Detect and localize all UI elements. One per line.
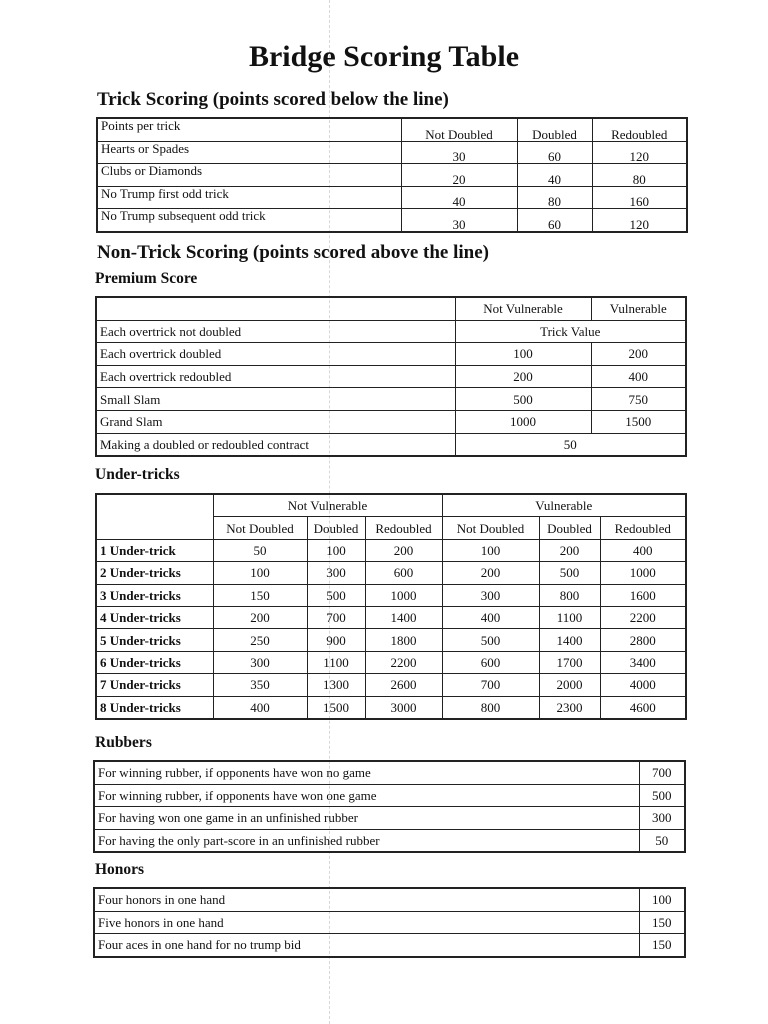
table-cell: 300 — [307, 562, 365, 584]
table-cell: 2000 — [539, 674, 600, 696]
table-cell: 300 — [639, 807, 685, 830]
column-header: Doubled — [307, 517, 365, 539]
table-cell: 700 — [307, 606, 365, 628]
table-cell: 500 — [639, 784, 685, 807]
table-row — [96, 584, 686, 606]
table-row — [94, 829, 685, 852]
row-label: Five honors in one hand — [94, 911, 639, 934]
rubbers-table — [93, 760, 686, 853]
table-cell: 1400 — [365, 606, 442, 628]
table-cell: 1400 — [539, 629, 600, 651]
table-row — [96, 365, 686, 388]
column-header: Redoubled — [600, 517, 686, 539]
column-header: Redoubled — [365, 517, 442, 539]
column-header: Points per trick — [97, 118, 401, 141]
table-cell: 100 — [307, 539, 365, 561]
table-cell: 30 — [401, 209, 517, 232]
table-cell: 200 — [539, 539, 600, 561]
row-label: 4 Under-tricks — [96, 606, 213, 628]
row-label: For having the only part-score in an unfinished rubber — [94, 829, 639, 852]
table-cell: 150 — [213, 584, 307, 606]
table-cell: 600 — [365, 562, 442, 584]
table-row — [96, 629, 686, 651]
table-cell: 120 — [592, 141, 687, 164]
table-cell: 1000 — [365, 584, 442, 606]
column-header: Not Vulnerable — [455, 297, 591, 320]
honors-table — [93, 887, 686, 958]
group-header: Vulnerable — [442, 494, 686, 517]
row-label: For winning rubber, if opponents have won no game — [94, 761, 639, 784]
table-cell: 200 — [591, 343, 686, 366]
table-cell: 400 — [442, 606, 539, 628]
table-cell: 150 — [639, 934, 685, 957]
table-cell: 50 — [213, 539, 307, 561]
table-cell: 1000 — [455, 410, 591, 433]
table-group-header-row — [96, 494, 686, 517]
table-row — [96, 388, 686, 411]
table-cell: 100 — [213, 562, 307, 584]
row-label: Grand Slam — [96, 410, 455, 433]
table-cell: 900 — [307, 629, 365, 651]
table-cell: 400 — [600, 539, 686, 561]
table-cell: 2800 — [600, 629, 686, 651]
table-cell: 60 — [517, 141, 592, 164]
table-cell: 1500 — [591, 410, 686, 433]
row-label: 7 Under-tricks — [96, 674, 213, 696]
table-cell: 2200 — [600, 606, 686, 628]
table-cell: Trick Value — [455, 320, 686, 343]
table-row — [97, 209, 687, 232]
row-label: Each overtrick redoubled — [96, 365, 455, 388]
table-cell: 250 — [213, 629, 307, 651]
page-title: Bridge Scoring Table — [248, 40, 520, 73]
row-label: Small Slam — [96, 388, 455, 411]
table-row — [96, 562, 686, 584]
table-row — [97, 164, 687, 187]
table-cell: 800 — [442, 696, 539, 719]
table-row — [96, 410, 686, 433]
table-cell: 100 — [442, 539, 539, 561]
non-trick-scoring-heading: Non-Trick Scoring (points scored above the line) — [97, 242, 489, 263]
table-cell: 4600 — [600, 696, 686, 719]
row-label: 6 Under-tricks — [96, 651, 213, 673]
table-cell: 500 — [539, 562, 600, 584]
table-row — [94, 761, 685, 784]
row-label: Making a doubled or redoubled contract — [96, 433, 455, 456]
table-cell: 120 — [592, 209, 687, 232]
column-header: Doubled — [539, 517, 600, 539]
table-cell: 50 — [639, 829, 685, 852]
row-label: 8 Under-tricks — [96, 696, 213, 719]
table-cell: 300 — [213, 651, 307, 673]
table-row — [96, 606, 686, 628]
table-cell: 1300 — [307, 674, 365, 696]
row-label: Four aces in one hand for no trump bid — [94, 934, 639, 957]
table-row — [96, 696, 686, 719]
row-label: No Trump first odd trick — [97, 186, 401, 209]
table-cell: 200 — [365, 539, 442, 561]
table-row — [96, 320, 686, 343]
group-header: Not Vulnerable — [213, 494, 442, 517]
table-row — [94, 911, 685, 934]
table-cell: 700 — [442, 674, 539, 696]
table-cell: 20 — [401, 164, 517, 187]
table-cell: 400 — [213, 696, 307, 719]
under-tricks-heading: Under-tricks — [95, 466, 180, 483]
table-cell: 300 — [442, 584, 539, 606]
table-row — [96, 343, 686, 366]
table-header-row — [97, 118, 687, 141]
row-label: Each overtrick doubled — [96, 343, 455, 366]
table-cell: 40 — [401, 186, 517, 209]
table-row — [96, 674, 686, 696]
table-cell: 350 — [213, 674, 307, 696]
column-header: Doubled — [517, 118, 592, 141]
column-header: Vulnerable — [591, 297, 686, 320]
table-cell: 1700 — [539, 651, 600, 673]
table-row — [94, 807, 685, 830]
table-cell: 1000 — [600, 562, 686, 584]
empty-header-cell — [96, 494, 213, 539]
table-cell: 150 — [639, 911, 685, 934]
under-tricks-table — [95, 493, 687, 720]
table-cell: 400 — [591, 365, 686, 388]
row-label: 1 Under-trick — [96, 539, 213, 561]
trick-scoring-table — [96, 117, 688, 233]
table-cell: 200 — [455, 365, 591, 388]
column-header: Not Doubled — [442, 517, 539, 539]
table-cell: 100 — [455, 343, 591, 366]
row-label: 5 Under-tricks — [96, 629, 213, 651]
table-row — [94, 888, 685, 911]
table-cell: 700 — [639, 761, 685, 784]
honors-heading: Honors — [95, 861, 145, 878]
row-label: Four honors in one hand — [94, 888, 639, 911]
table-row — [96, 539, 686, 561]
row-label: No Trump subsequent odd trick — [97, 209, 401, 232]
table-cell: 3000 — [365, 696, 442, 719]
empty-header-cell — [96, 297, 455, 320]
row-label: Each overtrick not doubled — [96, 320, 455, 343]
row-label: Hearts or Spades — [97, 141, 401, 164]
table-cell: 1600 — [600, 584, 686, 606]
table-row — [96, 651, 686, 673]
table-cell: 1800 — [365, 629, 442, 651]
table-cell: 500 — [455, 388, 591, 411]
table-cell: 80 — [517, 186, 592, 209]
table-cell: 30 — [401, 141, 517, 164]
column-header: Not Doubled — [401, 118, 517, 141]
table-cell: 80 — [592, 164, 687, 187]
trick-scoring-heading: Trick Scoring (points scored below the line) — [97, 89, 449, 110]
table-header-row — [96, 297, 686, 320]
table-cell: 500 — [442, 629, 539, 651]
table-row — [96, 433, 686, 456]
table-cell: 160 — [592, 186, 687, 209]
table-cell: 2300 — [539, 696, 600, 719]
table-cell: 100 — [639, 888, 685, 911]
table-cell: 40 — [517, 164, 592, 187]
table-row — [94, 934, 685, 957]
table-cell: 500 — [307, 584, 365, 606]
row-label: For winning rubber, if opponents have won one game — [94, 784, 639, 807]
table-cell: 2200 — [365, 651, 442, 673]
row-label: For having won one game in an unfinished rubber — [94, 807, 639, 830]
table-cell: 200 — [213, 606, 307, 628]
rubbers-heading: Rubbers — [95, 734, 152, 751]
table-cell: 1100 — [307, 651, 365, 673]
table-row — [97, 186, 687, 209]
table-cell: 600 — [442, 651, 539, 673]
premium-score-table — [95, 296, 687, 457]
row-label: 3 Under-tricks — [96, 584, 213, 606]
column-header: Not Doubled — [213, 517, 307, 539]
premium-score-heading: Premium Score — [95, 270, 198, 287]
row-label: Clubs or Diamonds — [97, 164, 401, 187]
column-header: Redoubled — [592, 118, 687, 141]
table-cell: 2600 — [365, 674, 442, 696]
table-cell: 60 — [517, 209, 592, 232]
table-row — [94, 784, 685, 807]
table-row — [97, 141, 687, 164]
table-cell: 750 — [591, 388, 686, 411]
table-cell: 1500 — [307, 696, 365, 719]
table-cell: 4000 — [600, 674, 686, 696]
row-label: 2 Under-tricks — [96, 562, 213, 584]
table-cell: 50 — [455, 433, 686, 456]
table-cell: 800 — [539, 584, 600, 606]
table-cell: 200 — [442, 562, 539, 584]
table-cell: 1100 — [539, 606, 600, 628]
table-cell: 3400 — [600, 651, 686, 673]
